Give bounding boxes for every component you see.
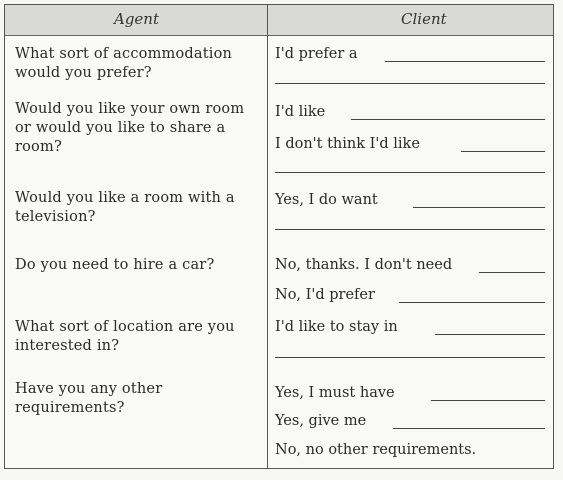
client-answer-no-other xyxy=(275,441,547,461)
answer-text: I'd like xyxy=(275,104,326,120)
answer-text: I'd like to stay in xyxy=(275,319,398,335)
answer-blank[interactable] xyxy=(399,302,545,303)
agent-question-requirements: Have you any other requirements? xyxy=(15,381,163,416)
agent-question-television: Would you like a room with a television? xyxy=(15,190,235,225)
client-answer-like xyxy=(275,103,547,123)
client-answer-dont-need xyxy=(275,256,547,276)
answer-text: No, no other requirements. xyxy=(275,442,477,458)
answer-blank-line[interactable] xyxy=(275,172,545,173)
answer-blank-line[interactable] xyxy=(275,83,545,84)
answer-blank-line[interactable] xyxy=(275,229,545,230)
answer-blank[interactable] xyxy=(385,61,545,62)
table-header xyxy=(5,5,553,36)
client-answer-prefer-car xyxy=(275,286,547,306)
answer-text: Yes, I must have xyxy=(275,385,395,401)
client-answer-give-me xyxy=(275,412,547,432)
answer-blank[interactable] xyxy=(351,119,545,120)
answer-text: Yes, give me xyxy=(275,413,367,429)
agent-question-accommodation: What sort of accommodation would you prefer? xyxy=(15,46,233,81)
answer-text: Yes, I do want xyxy=(275,192,378,208)
agent-client-table xyxy=(4,4,554,469)
answer-blank[interactable] xyxy=(413,207,545,208)
client-answer-do-want xyxy=(275,191,547,211)
client-answer-must-have xyxy=(275,384,547,404)
answer-text: No, I'd prefer xyxy=(275,287,375,303)
answer-blank[interactable] xyxy=(435,334,545,335)
header-client: Client xyxy=(401,10,447,28)
client-answer-stay-in xyxy=(275,318,547,338)
answer-blank-line[interactable] xyxy=(275,357,545,358)
header-agent: Agent xyxy=(114,10,159,28)
client-answer-dont-like xyxy=(275,135,547,155)
answer-blank[interactable] xyxy=(479,272,545,273)
agent-question-hire-car: Do you need to hire a car? xyxy=(15,257,215,273)
answer-blank[interactable] xyxy=(461,151,545,152)
client-answer-prefer xyxy=(275,45,547,65)
column-divider xyxy=(267,5,268,468)
agent-question-room: Would you like your own room or would you like to share a room? xyxy=(15,101,245,155)
answer-blank[interactable] xyxy=(431,400,545,401)
answer-text: I'd prefer a xyxy=(275,46,358,62)
agent-question-location: What sort of location are you interested in? xyxy=(15,319,235,354)
answer-blank[interactable] xyxy=(393,428,545,429)
answer-text: I don't think I'd like xyxy=(275,136,420,152)
answer-text: No, thanks. I don't need xyxy=(275,257,453,273)
